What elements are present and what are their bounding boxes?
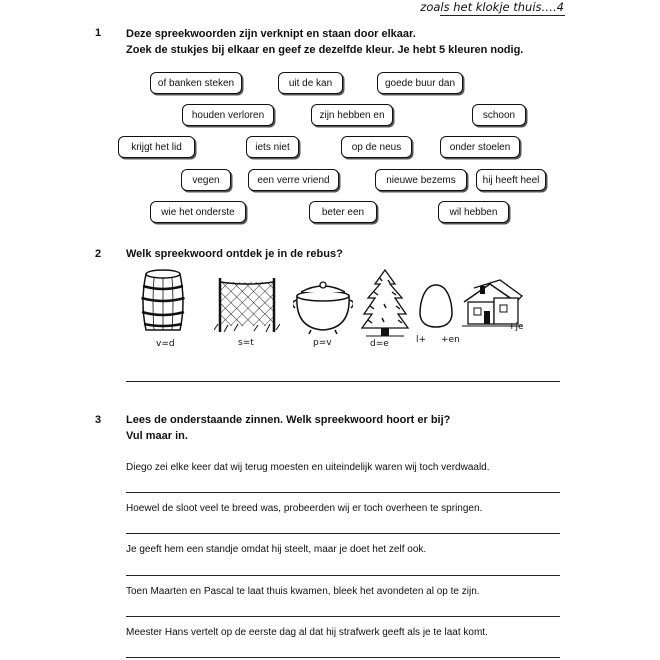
rebus-label: v=d xyxy=(156,339,175,349)
question-3-instruction-2: Vul maar in. xyxy=(126,430,188,442)
question-1-instruction-1: Deze spreekwoorden zijn verknipt en staan door elkaar. xyxy=(126,28,416,40)
answer-line[interactable] xyxy=(126,381,560,382)
rebus-label: +en xyxy=(441,335,460,345)
question-1-number: 1 xyxy=(95,27,102,39)
rebus-label: +je xyxy=(508,322,524,332)
answer-line[interactable] xyxy=(126,575,560,576)
question-3-number: 3 xyxy=(95,414,102,426)
proverb-piece[interactable]: op de neus xyxy=(341,136,412,158)
proverb-piece[interactable]: onder stoelen xyxy=(440,136,520,158)
net-icon xyxy=(214,274,280,334)
rebus-label: l+ xyxy=(416,335,427,345)
rebus-label: d=e xyxy=(370,339,389,349)
proverb-piece[interactable]: schoon xyxy=(472,104,526,126)
proverb-piece[interactable]: goede buur dan xyxy=(377,72,463,94)
house-icon xyxy=(460,278,524,328)
proverb-piece[interactable]: houden verloren xyxy=(182,104,274,126)
question-2-text: Welk spreekwoord ontdek je in de rebus? xyxy=(126,248,343,260)
proverb-piece[interactable]: wil hebben xyxy=(438,201,509,223)
proverb-piece[interactable]: uit de kan xyxy=(278,72,343,94)
question-1-instruction-2: Zoek de stukjes bij elkaar en geef ze dezelfde kleur. Je hebt 5 kleuren nodig. xyxy=(126,44,524,56)
proverb-piece[interactable]: wie het onderste xyxy=(150,201,246,223)
egg-icon xyxy=(418,283,454,329)
sentence: Hoewel de sloot veel te breed was, probeerden wij er toch overheen te springen. xyxy=(126,503,483,514)
proverb-piece[interactable]: beter een xyxy=(309,201,377,223)
rebus-label: p=v xyxy=(313,338,332,348)
sentence: Diego zei elke keer dat wij terug moesten en uiteindelijk waren wij toch verdwaald. xyxy=(126,462,490,473)
header-rule xyxy=(440,15,565,16)
question-2-number: 2 xyxy=(95,248,102,260)
proverb-piece[interactable]: iets niet xyxy=(246,136,299,158)
proverb-piece[interactable]: vegen xyxy=(181,169,231,191)
question-3-instruction-1: Lees de onderstaande zinnen. Welk spreekwoord hoort er bij? xyxy=(126,414,451,426)
sentence: Meester Hans vertelt op de eerste dag al dat hij strafwerk geeft als je te laat komt. xyxy=(126,627,488,638)
proverb-piece[interactable]: krijgt het lid xyxy=(118,136,195,158)
rebus-label: s=t xyxy=(238,338,254,348)
proverb-piece[interactable]: nieuwe bezems xyxy=(375,169,467,191)
sentence: Je geeft hem een standje omdat hij steelt, maar je doet het zelf ook. xyxy=(126,544,427,555)
tree-icon xyxy=(360,268,410,338)
answer-line[interactable] xyxy=(126,657,560,658)
barrel-icon xyxy=(140,268,186,336)
answer-line[interactable] xyxy=(126,492,560,493)
page-header-title: zoals het klokje thuis….4 xyxy=(420,0,564,14)
proverb-piece[interactable]: zijn hebben en xyxy=(311,104,393,126)
proverb-piece[interactable]: of banken steken xyxy=(150,72,242,94)
sentence: Toen Maarten en Pascal te laat thuis kwamen, bleek het avondeten al op te zijn. xyxy=(126,586,480,597)
answer-line[interactable] xyxy=(126,616,560,617)
proverb-piece[interactable]: een verre vriend xyxy=(248,169,339,191)
answer-line[interactable] xyxy=(126,533,560,534)
proverb-piece[interactable]: hij heeft heel xyxy=(476,169,546,191)
pot-icon xyxy=(293,280,353,334)
